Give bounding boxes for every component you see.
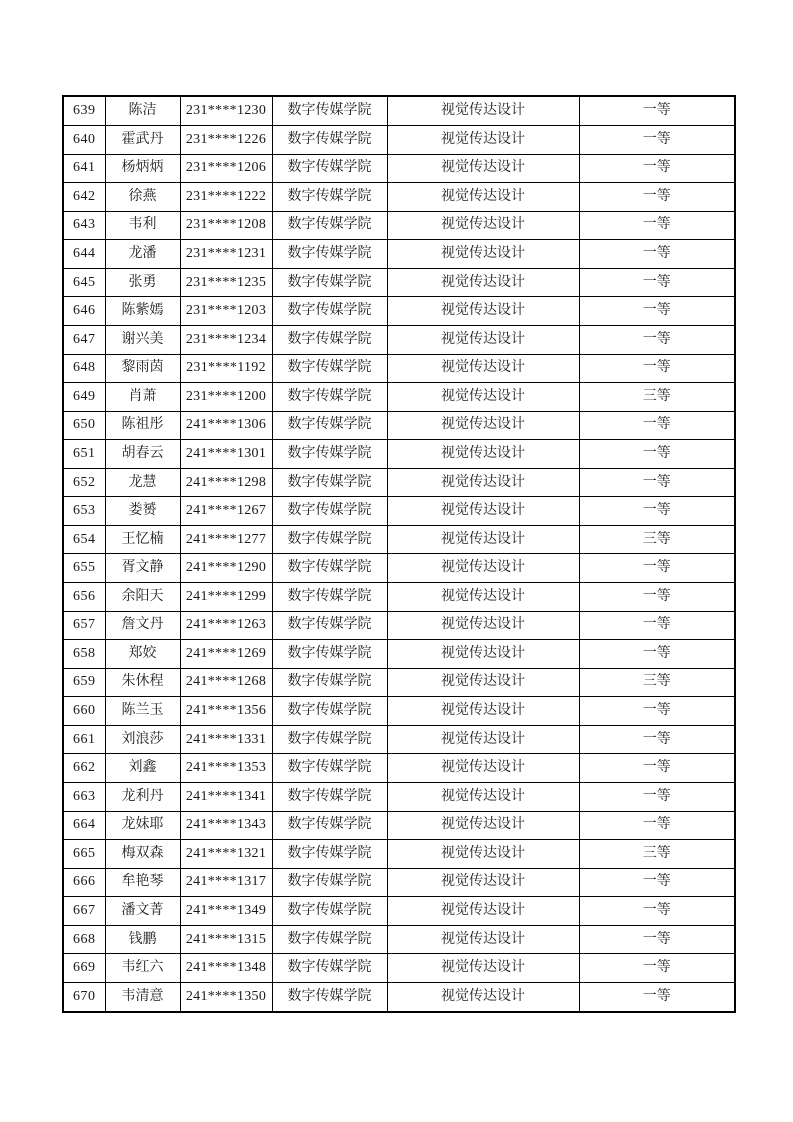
cell-college: 数字传媒学院 xyxy=(272,982,387,1012)
cell-masked-id: 241****1298 xyxy=(180,468,272,497)
cell-award-level: 一等 xyxy=(579,897,735,926)
cell-award-level: 一等 xyxy=(579,640,735,669)
cell-masked-id: 231****1203 xyxy=(180,297,272,326)
cell-college: 数字传媒学院 xyxy=(272,497,387,526)
cell-college: 数字传媒学院 xyxy=(272,583,387,612)
table-row xyxy=(63,497,735,526)
cell-masked-id: 241****1315 xyxy=(180,925,272,954)
cell-student-name: 牟艳琴 xyxy=(105,868,180,897)
cell-award-level: 一等 xyxy=(579,211,735,240)
cell-award-level: 一等 xyxy=(579,697,735,726)
cell-serial-number: 670 xyxy=(63,982,105,1012)
cell-student-name: 韦利 xyxy=(105,211,180,240)
cell-award-level: 一等 xyxy=(579,868,735,897)
cell-major: 视觉传达设计 xyxy=(387,611,579,640)
cell-college: 数字传媒学院 xyxy=(272,96,387,126)
table-row xyxy=(63,96,735,126)
cell-college: 数字传媒学院 xyxy=(272,811,387,840)
table-row xyxy=(63,611,735,640)
cell-student-name: 陈祖彤 xyxy=(105,411,180,440)
cell-college: 数字传媒学院 xyxy=(272,183,387,212)
cell-serial-number: 653 xyxy=(63,497,105,526)
cell-serial-number: 644 xyxy=(63,240,105,269)
cell-serial-number: 639 xyxy=(63,96,105,126)
cell-college: 数字传媒学院 xyxy=(272,240,387,269)
cell-serial-number: 654 xyxy=(63,525,105,554)
cell-student-name: 刘浪莎 xyxy=(105,725,180,754)
cell-serial-number: 640 xyxy=(63,126,105,155)
cell-masked-id: 241****1299 xyxy=(180,583,272,612)
table-row xyxy=(63,268,735,297)
table-row xyxy=(63,583,735,612)
cell-masked-id: 241****1341 xyxy=(180,782,272,811)
cell-award-level: 一等 xyxy=(579,754,735,783)
cell-student-name: 龙潘 xyxy=(105,240,180,269)
table-row xyxy=(63,525,735,554)
cell-student-name: 朱休程 xyxy=(105,668,180,697)
cell-major: 视觉传达设计 xyxy=(387,468,579,497)
cell-major: 视觉传达设计 xyxy=(387,782,579,811)
cell-student-name: 杨炳炳 xyxy=(105,154,180,183)
cell-award-level: 一等 xyxy=(579,925,735,954)
cell-award-level: 一等 xyxy=(579,468,735,497)
table-row xyxy=(63,297,735,326)
cell-masked-id: 231****1230 xyxy=(180,96,272,126)
cell-student-name: 陈兰玉 xyxy=(105,697,180,726)
cell-masked-id: 231****1226 xyxy=(180,126,272,155)
cell-serial-number: 647 xyxy=(63,325,105,354)
cell-masked-id: 231****1206 xyxy=(180,154,272,183)
cell-student-name: 韦清意 xyxy=(105,982,180,1012)
cell-masked-id: 241****1353 xyxy=(180,754,272,783)
cell-major: 视觉传达设计 xyxy=(387,325,579,354)
cell-major: 视觉传达设计 xyxy=(387,440,579,469)
table-row xyxy=(63,440,735,469)
cell-college: 数字传媒学院 xyxy=(272,782,387,811)
cell-masked-id: 231****1235 xyxy=(180,268,272,297)
cell-student-name: 陈紫嫣 xyxy=(105,297,180,326)
table-row xyxy=(63,925,735,954)
cell-student-name: 钱鹏 xyxy=(105,925,180,954)
cell-masked-id: 241****1277 xyxy=(180,525,272,554)
cell-masked-id: 241****1356 xyxy=(180,697,272,726)
cell-college: 数字传媒学院 xyxy=(272,297,387,326)
table-row xyxy=(63,354,735,383)
cell-award-level: 一等 xyxy=(579,725,735,754)
cell-award-level: 三等 xyxy=(579,383,735,412)
cell-major: 视觉传达设计 xyxy=(387,668,579,697)
table-row xyxy=(63,982,735,1012)
cell-award-level: 一等 xyxy=(579,268,735,297)
cell-serial-number: 652 xyxy=(63,468,105,497)
table-row xyxy=(63,954,735,983)
cell-serial-number: 660 xyxy=(63,697,105,726)
cell-major: 视觉传达设计 xyxy=(387,554,579,583)
cell-major: 视觉传达设计 xyxy=(387,583,579,612)
cell-student-name: 徐燕 xyxy=(105,183,180,212)
cell-student-name: 胡春云 xyxy=(105,440,180,469)
cell-serial-number: 649 xyxy=(63,383,105,412)
cell-serial-number: 669 xyxy=(63,954,105,983)
cell-college: 数字传媒学院 xyxy=(272,268,387,297)
cell-serial-number: 659 xyxy=(63,668,105,697)
cell-masked-id: 241****1306 xyxy=(180,411,272,440)
cell-student-name: 郑姣 xyxy=(105,640,180,669)
cell-major: 视觉传达设计 xyxy=(387,954,579,983)
table-row xyxy=(63,782,735,811)
award-table-body xyxy=(63,96,735,1012)
cell-student-name: 霍武丹 xyxy=(105,126,180,155)
table-row xyxy=(63,154,735,183)
cell-student-name: 梅双森 xyxy=(105,840,180,869)
cell-serial-number: 665 xyxy=(63,840,105,869)
cell-student-name: 刘鑫 xyxy=(105,754,180,783)
cell-masked-id: 241****1348 xyxy=(180,954,272,983)
cell-college: 数字传媒学院 xyxy=(272,468,387,497)
cell-serial-number: 646 xyxy=(63,297,105,326)
cell-student-name: 龙慧 xyxy=(105,468,180,497)
cell-award-level: 一等 xyxy=(579,782,735,811)
cell-student-name: 胥文静 xyxy=(105,554,180,583)
table-row xyxy=(63,183,735,212)
cell-award-level: 一等 xyxy=(579,954,735,983)
cell-college: 数字传媒学院 xyxy=(272,325,387,354)
cell-college: 数字传媒学院 xyxy=(272,697,387,726)
table-row xyxy=(63,211,735,240)
cell-masked-id: 241****1301 xyxy=(180,440,272,469)
cell-award-level: 三等 xyxy=(579,525,735,554)
cell-award-level: 一等 xyxy=(579,240,735,269)
table-row xyxy=(63,754,735,783)
table-row xyxy=(63,640,735,669)
table-row xyxy=(63,725,735,754)
cell-student-name: 余阳天 xyxy=(105,583,180,612)
cell-award-level: 一等 xyxy=(579,354,735,383)
cell-masked-id: 241****1343 xyxy=(180,811,272,840)
cell-college: 数字传媒学院 xyxy=(272,897,387,926)
table-row xyxy=(63,240,735,269)
cell-masked-id: 241****1263 xyxy=(180,611,272,640)
cell-major: 视觉传达设计 xyxy=(387,183,579,212)
cell-major: 视觉传达设计 xyxy=(387,868,579,897)
cell-major: 视觉传达设计 xyxy=(387,411,579,440)
cell-award-level: 一等 xyxy=(579,554,735,583)
cell-college: 数字传媒学院 xyxy=(272,954,387,983)
cell-serial-number: 641 xyxy=(63,154,105,183)
cell-student-name: 肖萧 xyxy=(105,383,180,412)
table-row xyxy=(63,897,735,926)
cell-serial-number: 643 xyxy=(63,211,105,240)
cell-major: 视觉传达设计 xyxy=(387,297,579,326)
cell-major: 视觉传达设计 xyxy=(387,840,579,869)
cell-masked-id: 241****1321 xyxy=(180,840,272,869)
cell-student-name: 王忆楠 xyxy=(105,525,180,554)
cell-serial-number: 655 xyxy=(63,554,105,583)
table-row xyxy=(63,840,735,869)
cell-college: 数字传媒学院 xyxy=(272,611,387,640)
cell-award-level: 一等 xyxy=(579,440,735,469)
cell-major: 视觉传达设计 xyxy=(387,725,579,754)
cell-award-level: 一等 xyxy=(579,811,735,840)
table-row xyxy=(63,325,735,354)
cell-college: 数字传媒学院 xyxy=(272,440,387,469)
table-row xyxy=(63,468,735,497)
cell-serial-number: 662 xyxy=(63,754,105,783)
cell-college: 数字传媒学院 xyxy=(272,840,387,869)
cell-student-name: 谢兴美 xyxy=(105,325,180,354)
cell-serial-number: 661 xyxy=(63,725,105,754)
cell-masked-id: 241****1268 xyxy=(180,668,272,697)
award-table xyxy=(62,95,736,1013)
cell-college: 数字传媒学院 xyxy=(272,754,387,783)
cell-masked-id: 231****1208 xyxy=(180,211,272,240)
cell-college: 数字传媒学院 xyxy=(272,525,387,554)
cell-major: 视觉传达设计 xyxy=(387,211,579,240)
cell-major: 视觉传达设计 xyxy=(387,754,579,783)
table-row xyxy=(63,383,735,412)
cell-serial-number: 658 xyxy=(63,640,105,669)
cell-college: 数字传媒学院 xyxy=(272,868,387,897)
table-row xyxy=(63,126,735,155)
cell-masked-id: 231****1192 xyxy=(180,354,272,383)
table-row xyxy=(63,411,735,440)
cell-student-name: 黎雨茵 xyxy=(105,354,180,383)
cell-award-level: 一等 xyxy=(579,411,735,440)
cell-major: 视觉传达设计 xyxy=(387,240,579,269)
cell-award-level: 一等 xyxy=(579,154,735,183)
cell-award-level: 一等 xyxy=(579,297,735,326)
cell-award-level: 一等 xyxy=(579,611,735,640)
table-row xyxy=(63,668,735,697)
cell-student-name: 潘文菁 xyxy=(105,897,180,926)
cell-award-level: 一等 xyxy=(579,982,735,1012)
cell-student-name: 龙利丹 xyxy=(105,782,180,811)
cell-major: 视觉传达设计 xyxy=(387,354,579,383)
cell-serial-number: 667 xyxy=(63,897,105,926)
cell-college: 数字传媒学院 xyxy=(272,383,387,412)
cell-award-level: 一等 xyxy=(579,325,735,354)
cell-award-level: 一等 xyxy=(579,497,735,526)
cell-masked-id: 241****1331 xyxy=(180,725,272,754)
cell-major: 视觉传达设计 xyxy=(387,640,579,669)
cell-award-level: 三等 xyxy=(579,840,735,869)
cell-college: 数字传媒学院 xyxy=(272,554,387,583)
cell-award-level: 三等 xyxy=(579,668,735,697)
cell-major: 视觉传达设计 xyxy=(387,126,579,155)
cell-college: 数字传媒学院 xyxy=(272,126,387,155)
cell-serial-number: 650 xyxy=(63,411,105,440)
cell-major: 视觉传达设计 xyxy=(387,897,579,926)
cell-serial-number: 668 xyxy=(63,925,105,954)
cell-student-name: 龙妹耶 xyxy=(105,811,180,840)
cell-award-level: 一等 xyxy=(579,126,735,155)
cell-college: 数字传媒学院 xyxy=(272,354,387,383)
cell-major: 视觉传达设计 xyxy=(387,811,579,840)
cell-serial-number: 666 xyxy=(63,868,105,897)
cell-major: 视觉传达设计 xyxy=(387,697,579,726)
cell-major: 视觉传达设计 xyxy=(387,268,579,297)
cell-masked-id: 241****1267 xyxy=(180,497,272,526)
table-row xyxy=(63,554,735,583)
cell-college: 数字传媒学院 xyxy=(272,640,387,669)
cell-college: 数字传媒学院 xyxy=(272,411,387,440)
cell-college: 数字传媒学院 xyxy=(272,154,387,183)
cell-masked-id: 241****1350 xyxy=(180,982,272,1012)
cell-college: 数字传媒学院 xyxy=(272,725,387,754)
cell-masked-id: 241****1269 xyxy=(180,640,272,669)
cell-major: 视觉传达设计 xyxy=(387,96,579,126)
table-row xyxy=(63,697,735,726)
cell-serial-number: 656 xyxy=(63,583,105,612)
cell-major: 视觉传达设计 xyxy=(387,925,579,954)
cell-college: 数字传媒学院 xyxy=(272,668,387,697)
cell-student-name: 张勇 xyxy=(105,268,180,297)
cell-serial-number: 645 xyxy=(63,268,105,297)
cell-serial-number: 663 xyxy=(63,782,105,811)
cell-major: 视觉传达设计 xyxy=(387,982,579,1012)
cell-masked-id: 241****1349 xyxy=(180,897,272,926)
cell-serial-number: 651 xyxy=(63,440,105,469)
cell-major: 视觉传达设计 xyxy=(387,383,579,412)
cell-award-level: 一等 xyxy=(579,583,735,612)
table-row xyxy=(63,868,735,897)
cell-student-name: 陈洁 xyxy=(105,96,180,126)
cell-masked-id: 241****1317 xyxy=(180,868,272,897)
cell-student-name: 娄赟 xyxy=(105,497,180,526)
cell-masked-id: 241****1290 xyxy=(180,554,272,583)
cell-student-name: 詹文丹 xyxy=(105,611,180,640)
cell-award-level: 一等 xyxy=(579,96,735,126)
cell-college: 数字传媒学院 xyxy=(272,925,387,954)
cell-serial-number: 664 xyxy=(63,811,105,840)
table-row xyxy=(63,811,735,840)
cell-college: 数字传媒学院 xyxy=(272,211,387,240)
cell-serial-number: 642 xyxy=(63,183,105,212)
cell-masked-id: 231****1231 xyxy=(180,240,272,269)
cell-serial-number: 657 xyxy=(63,611,105,640)
cell-major: 视觉传达设计 xyxy=(387,525,579,554)
cell-student-name: 韦红六 xyxy=(105,954,180,983)
cell-serial-number: 648 xyxy=(63,354,105,383)
cell-masked-id: 231****1200 xyxy=(180,383,272,412)
cell-major: 视觉传达设计 xyxy=(387,497,579,526)
cell-major: 视觉传达设计 xyxy=(387,154,579,183)
cell-masked-id: 231****1222 xyxy=(180,183,272,212)
cell-award-level: 一等 xyxy=(579,183,735,212)
cell-masked-id: 231****1234 xyxy=(180,325,272,354)
